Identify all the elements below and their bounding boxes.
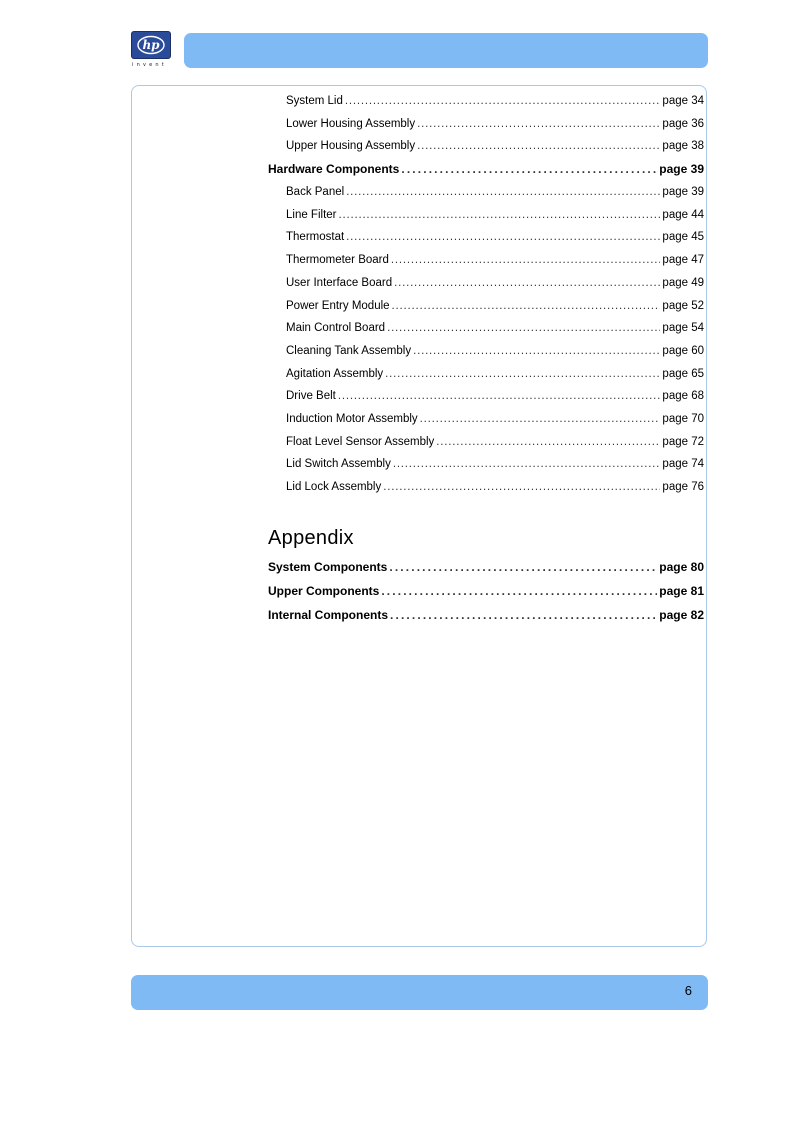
toc-entry[interactable]: [268, 295, 704, 318]
header-bar: [184, 33, 708, 68]
toc-entry-label: Thermometer Board: [286, 254, 389, 267]
toc-page-ref: page 44: [662, 208, 704, 221]
toc-leader-dots: [389, 555, 657, 579]
toc-section-label: Hardware Components: [268, 162, 400, 177]
toc-entry[interactable]: [268, 385, 704, 408]
toc-page-ref: page 68: [662, 390, 704, 403]
toc-leader-dots: [393, 453, 661, 476]
toc-entry-label: Back Panel: [286, 186, 345, 199]
toc-entry-label: Lid Switch Assembly: [286, 458, 391, 471]
toc-leader-dots: [338, 385, 661, 408]
toc-entry-label: User Interface Board: [286, 276, 393, 289]
toc-page-ref: page 39: [662, 186, 704, 199]
toc-entry[interactable]: [268, 363, 704, 386]
toc-leader-dots: [417, 135, 660, 158]
toc-leader-dots: [383, 476, 660, 499]
toc-page-ref: page 45: [662, 231, 704, 244]
toc-entry[interactable]: [268, 135, 704, 158]
toc-page-ref: page 54: [662, 322, 704, 335]
appendix-section: [268, 521, 704, 627]
toc-entry-label: Lower Housing Assembly: [286, 117, 416, 130]
toc-page-ref: page 70: [662, 412, 704, 425]
toc-leader-dots: [387, 317, 660, 340]
toc-entry-label: Main Control Board: [286, 322, 386, 335]
toc-entry[interactable]: [268, 272, 704, 295]
toc-entry-label: Internal Components: [268, 607, 389, 622]
toc-entry-label: Upper Housing Assembly: [286, 140, 416, 153]
toc-leader-dots: [401, 158, 657, 181]
toc-entry[interactable]: [268, 555, 704, 579]
toc-page-ref: page 34: [662, 95, 704, 107]
toc-leader-dots: [436, 431, 660, 454]
toc-entry[interactable]: [268, 90, 704, 113]
toc-page-ref: page 80: [659, 559, 704, 574]
appendix-heading: Appendix: [268, 526, 354, 549]
toc-page-ref: page 49: [662, 276, 704, 289]
toc-entry[interactable]: [268, 603, 704, 627]
toc-page-ref: page 38: [662, 140, 704, 153]
toc-page-ref: page 81: [659, 583, 704, 598]
toc-leader-dots: [385, 363, 660, 386]
toc-entry[interactable]: [268, 408, 704, 431]
hp-logo-icon: [131, 31, 171, 59]
toc-page-ref: page 76: [662, 481, 704, 493]
toc-entry[interactable]: [268, 181, 704, 204]
toc-leader-dots: [381, 579, 657, 603]
toc-entry-label: Drive Belt: [286, 390, 336, 403]
toc-page-ref: page 47: [662, 254, 704, 267]
toc-entry[interactable]: [268, 431, 704, 454]
table-of-contents: [268, 90, 704, 627]
toc-entry-label: System Lid: [286, 95, 343, 107]
toc-leader-dots: [420, 408, 661, 431]
toc-entry[interactable]: [268, 579, 704, 603]
toc-entry-label: Cleaning Tank Assembly: [286, 344, 412, 357]
toc-page-ref: page 82: [659, 607, 704, 622]
toc-entry-label: Float Level Sensor Assembly: [286, 435, 435, 448]
toc-leader-dots: [346, 226, 660, 249]
toc-entry[interactable]: [268, 317, 704, 340]
toc-entry-label: Upper Components: [268, 583, 380, 598]
toc-entry[interactable]: [268, 249, 704, 272]
toc-leader-dots: [390, 603, 657, 627]
toc-leader-dots: [345, 90, 661, 113]
toc-page-ref: page 52: [662, 299, 704, 312]
toc-page-ref: page 65: [662, 367, 704, 380]
toc-entry-label: Agitation Assembly: [286, 367, 384, 380]
toc-leader-dots: [413, 340, 660, 363]
toc-entry-label: Lid Lock Assembly: [286, 481, 382, 493]
toc-entry[interactable]: [268, 113, 704, 136]
toc-page-ref: page 60: [662, 344, 704, 357]
footer-bar: [131, 975, 708, 1010]
toc-page-ref: page 74: [662, 458, 704, 471]
toc-leader-dots: [391, 249, 661, 272]
toc-entry-label: Thermostat: [286, 231, 345, 244]
toc-page-ref: page 39: [659, 162, 704, 177]
toc-entry[interactable]: [268, 453, 704, 476]
hp-logo: [131, 31, 175, 71]
page-number: 6: [684, 983, 692, 998]
svg-text:hp: hp: [142, 38, 160, 52]
toc-entry[interactable]: [268, 476, 704, 499]
toc-page-ref: page 36: [662, 117, 704, 130]
toc-leader-dots: [339, 204, 661, 227]
toc-entry-label: System Components: [268, 559, 388, 574]
toc-leader-dots: [392, 295, 661, 318]
toc-entry[interactable]: [268, 204, 704, 227]
toc-leader-dots: [417, 113, 660, 136]
toc-section-hardware-components[interactable]: [268, 158, 704, 181]
toc-page-ref: page 72: [662, 435, 704, 448]
toc-entry[interactable]: [268, 226, 704, 249]
toc-leader-dots: [346, 181, 660, 204]
toc-entry-label: Power Entry Module: [286, 299, 390, 312]
toc-entry[interactable]: [268, 340, 704, 363]
toc-leader-dots: [394, 272, 660, 295]
logo-tagline: invent: [132, 62, 167, 68]
toc-entry-label: Induction Motor Assembly: [286, 412, 418, 425]
toc-entry-label: Line Filter: [286, 208, 337, 221]
